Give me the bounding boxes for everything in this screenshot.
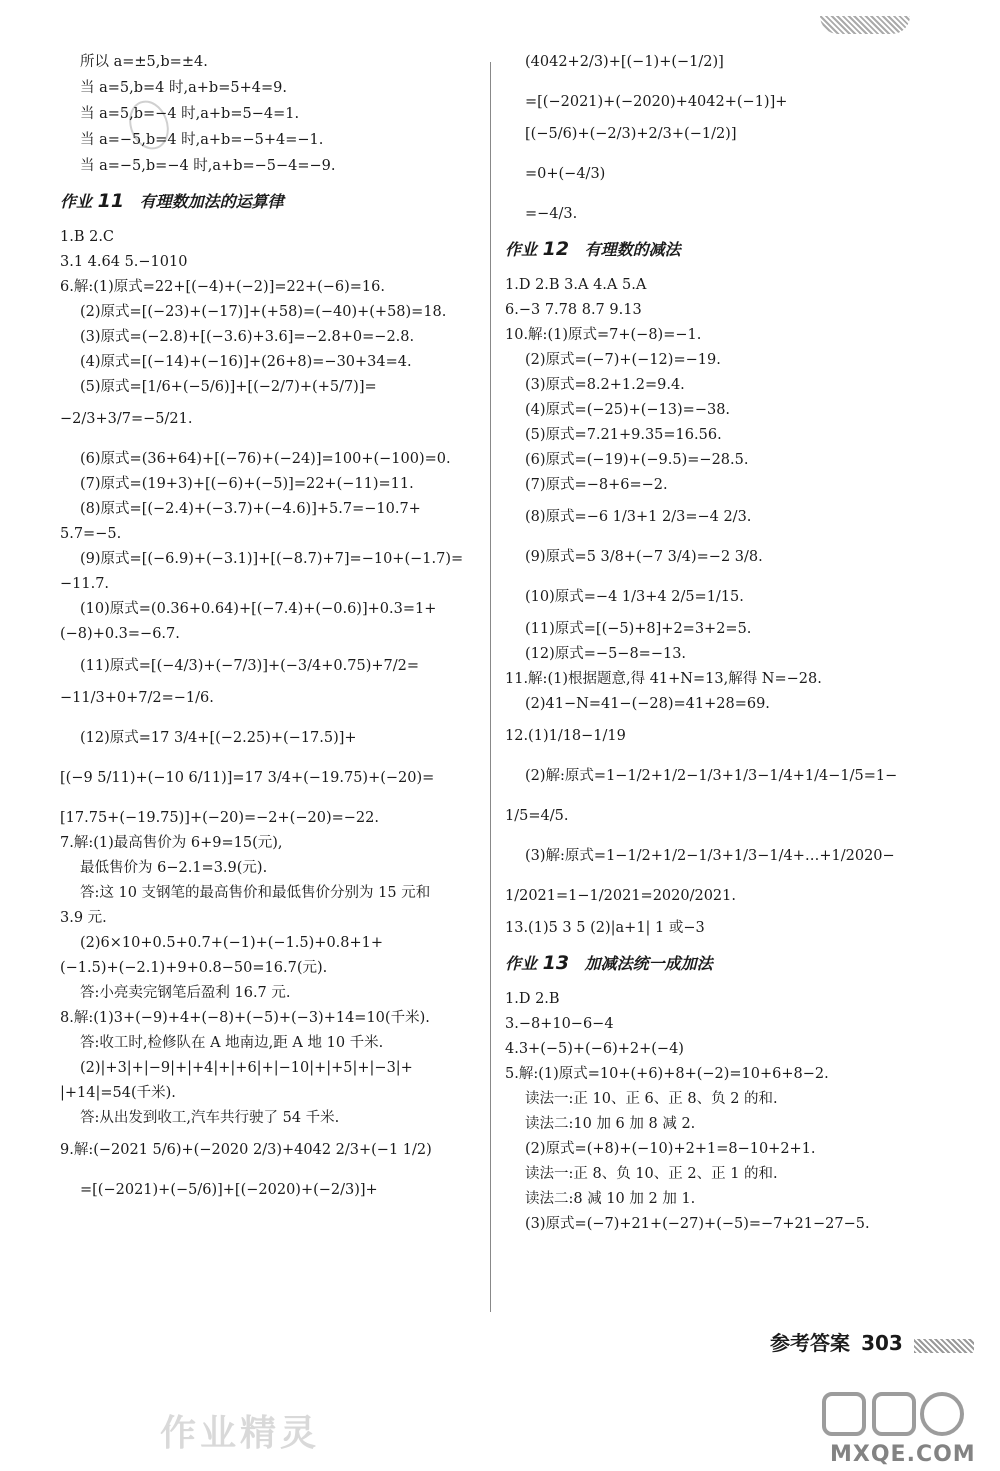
answer-line: [(−9 5/11)+(−10 6/11)]=17 3/4+(−19.75)+(−20)= <box>60 770 435 786</box>
section-title: 有理数加法的运算律 <box>139 192 284 211</box>
answer-line: (7)原式=(19+3)+[(−6)+(−5)]=22+(−11)=11. <box>80 476 414 492</box>
answer-line: (11)原式=[(−5)+8]+2=3+2=5. <box>525 621 752 637</box>
answer-line: (12)原式=17 3/4+[(−2.25)+(−17.5)]+ <box>80 730 357 746</box>
section-number: 13 <box>542 952 570 974</box>
left-column <box>60 52 475 1205</box>
answer-line: 12.(1)1/18−1/19 <box>505 728 626 744</box>
answer-line: (9)原式=5 3/8+(−7 3/4)=−2 3/8. <box>525 549 763 565</box>
section-11-heading <box>60 190 475 213</box>
answer-line: 13.(1)5 3 5 (2)|a+1| 1 或−3 <box>505 920 705 936</box>
answer-line: =0+(−4/3) <box>525 166 606 182</box>
intro-block <box>60 52 475 176</box>
answer-line: 1.B 2.C <box>60 229 115 245</box>
answer-line: (4042+2/3)+[(−1)+(−1/2)] <box>525 54 724 70</box>
answer-line: (6)原式=(−19)+(−9.5)=−28.5. <box>525 452 749 468</box>
page-footer <box>770 1327 974 1356</box>
answer-line: 8.解:(1)3+(−9)+4+(−8)+(−5)+(−3)+14=10(千米). <box>60 1010 430 1026</box>
answer-line: 答:收工时,检修队在 A 地南边,距 A 地 10 千米. <box>80 1035 384 1051</box>
answer-line: 答:这 10 支钢笔的最高售价和最低售价分别为 15 元和 <box>80 885 431 901</box>
answer-line: (−1.5)+(−2.1)+9+0.8−50=16.7(元). <box>60 960 328 976</box>
answer-line: (2)解:原式=1−1/2+1/2−1/3+1/3−1/4+1/4−1/5=1− <box>525 768 898 784</box>
answer-line: 读法二:8 减 10 加 2 加 1. <box>525 1191 696 1207</box>
logo-watermark-text: MXQE.COM <box>830 1442 976 1467</box>
answer-line: 3.−8+10−6−4 <box>505 1016 614 1032</box>
answer-line: 5.解:(1)原式=10+(+6)+8+(−2)=10+6+8−2. <box>505 1066 829 1082</box>
answer-line: (3)解:原式=1−1/2+1/2−1/3+1/3−1/4+…+1/2020− <box>525 848 895 864</box>
answer-line: 11.解:(1)根据题意,得 41+N=13,解得 N=−28. <box>505 671 822 687</box>
answer-line: 9.解:(−2021 5/6)+(−2020 2/3)+4042 2/3+(−1 1/2) <box>60 1142 432 1158</box>
answer-line: [17.75+(−19.75)]+(−20)=−2+(−20)=−22. <box>60 810 379 826</box>
answer-line: =[(−2021)+(−2020)+4042+(−1)]+ <box>525 94 788 110</box>
intro-line: 当 a=−5,b=−4 时,a+b=−5−4=−9. <box>80 158 336 174</box>
answer-line: 最低售价为 6−2.1=3.9(元). <box>80 860 268 876</box>
answer-line: 3.1 4.64 5.−1010 <box>60 254 188 270</box>
footer-label: 参考答案 <box>770 1331 850 1355</box>
section-number: 12 <box>542 238 570 260</box>
answer-line: 6.解:(1)原式=22+[(−4)+(−2)]=22+(−6)=16. <box>60 279 385 295</box>
answer-line: (5)原式=[1/6+(−5/6)]+[(−2/7)+(+5/7)]= <box>80 379 377 395</box>
answer-line: (2)41−N=41−(−28)=41+28=69. <box>525 696 770 712</box>
answer-line: (−8)+0.3=−6.7. <box>60 626 180 642</box>
answer-line: (9)原式=[(−6.9)+(−3.1)]+[(−8.7)+7]=−10+(−1.7)= <box>80 551 464 567</box>
answer-line: =−4/3. <box>525 206 578 222</box>
answer-line: 1/5=4/5. <box>505 808 569 824</box>
page-number: 303 <box>861 1331 903 1355</box>
answer-line: −2/3+3/7=−5/21. <box>60 411 193 427</box>
right-column <box>505 52 945 1239</box>
answer-line: 1.D 2.B 3.A 4.A 5.A <box>505 277 647 293</box>
corner-decoration <box>820 16 910 34</box>
answer-line: 10.解:(1)原式=7+(−8)=−1. <box>505 327 702 343</box>
intro-line: 当 a=5,b=4 时,a+b=5+4=9. <box>80 80 287 96</box>
section-label: 作业 <box>505 240 538 259</box>
section-12-heading <box>505 238 945 261</box>
answer-line: 答:从出发到收工,汽车共行驶了 54 千米. <box>80 1110 340 1126</box>
answer-line: (4)原式=[(−14)+(−16)]+(26+8)=−30+34=4. <box>80 354 412 370</box>
answer-line: (10)原式=−4 1/3+4 2/5=1/15. <box>525 589 744 605</box>
answer-line: (6)原式=(36+64)+[(−76)+(−24)]=100+(−100)=0. <box>80 451 451 467</box>
answer-line: (2)6×10+0.5+0.7+(−1)+(−1.5)+0.8+1+ <box>80 935 384 951</box>
section-11-body <box>60 227 475 1200</box>
section-13-heading <box>505 952 945 975</box>
answer-line: 读法一:正 10、正 6、正 8、负 2 的和. <box>525 1091 778 1107</box>
answer-line: (2)原式=[(−23)+(−17)]+(+58)=(−40)+(+58)=18. <box>80 304 447 320</box>
section-title: 加减法统一成加法 <box>584 954 713 973</box>
answer-line: (3)原式=8.2+1.2=9.4. <box>525 377 685 393</box>
answer-line: 6.−3 7.78 8.7 9.13 <box>505 302 642 318</box>
section-13-body <box>505 989 945 1234</box>
answer-line: 1.D 2.B <box>505 991 560 1007</box>
section-12-body <box>505 275 945 938</box>
intro-line: 当 a=−5,b=4 时,a+b=−5+4=−1. <box>80 132 324 148</box>
section-label: 作业 <box>60 192 93 211</box>
answer-line: (11)原式=[(−4/3)+(−7/3)]+(−3/4+0.75)+7/2= <box>80 658 419 674</box>
answer-line: 7.解:(1)最高售价为 6+9=15(元), <box>60 835 283 851</box>
answer-line: |+14|=54(千米). <box>60 1085 176 1101</box>
answer-line: (5)原式=7.21+9.35=16.56. <box>525 427 722 443</box>
section-number: 11 <box>97 190 125 212</box>
answer-line: [(−5/6)+(−2/3)+2/3+(−1/2)] <box>525 126 737 142</box>
column-divider <box>490 62 491 1312</box>
section-title: 有理数的减法 <box>584 240 681 259</box>
intro-line: 所以 a=±5,b=±4. <box>80 54 208 70</box>
answer-line: =[(−2021)+(−5/6)]+[(−2020)+(−2/3)]+ <box>80 1182 378 1198</box>
answer-line: (4)原式=(−25)+(−13)=−38. <box>525 402 731 418</box>
answer-line: 1/2021=1−1/2021=2020/2021. <box>505 888 736 904</box>
answer-line: 读法一:正 8、负 10、正 2、正 1 的和. <box>525 1166 778 1182</box>
footer-hatch-decoration <box>914 1339 974 1353</box>
answer-line: (8)原式=[(−2.4)+(−3.7)+(−4.6)]+5.7=−10.7+ <box>80 501 421 517</box>
answer-line: (8)原式=−6 1/3+1 2/3=−4 2/3. <box>525 509 752 525</box>
answer-line: −11.7. <box>60 576 110 592</box>
answer-line: (7)原式=−8+6=−2. <box>525 477 668 493</box>
answer-line: 4.3+(−5)+(−6)+2+(−4) <box>505 1041 684 1057</box>
answer-line: (2)|+3|+|−9|+|+4|+|+6|+|−10|+|+5|+|−3|+ <box>80 1060 413 1076</box>
answer-line: (2)原式=(+8)+(−10)+2+1=8−10+2+1. <box>525 1141 816 1157</box>
answer-line: (3)原式=(−2.8)+[(−3.6)+3.6]=−2.8+0=−2.8. <box>80 329 415 345</box>
bottom-watermark: 作业精灵 <box>160 1413 321 1454</box>
answer-line: 3.9 元. <box>60 910 107 926</box>
answer-line: (10)原式=(0.36+0.64)+[(−7.4)+(−0.6)]+0.3=1+ <box>80 601 437 617</box>
answer-line: 答:小亮卖完钢笔后盈利 16.7 元. <box>80 985 291 1001</box>
answer-line: (3)原式=(−7)+21+(−27)+(−5)=−7+21−27−5. <box>525 1216 870 1232</box>
answer-line: 读法二:10 加 6 加 8 减 2. <box>525 1116 696 1132</box>
answer-line: 5.7=−5. <box>60 526 122 542</box>
answer-line: (12)原式=−5−8=−13. <box>525 646 687 662</box>
intro-line: 当 a=5,b=−4 时,a+b=5−4=1. <box>80 106 300 122</box>
section-label: 作业 <box>505 954 538 973</box>
answer-line: (2)原式=(−7)+(−12)=−19. <box>525 352 721 368</box>
continuation-block <box>505 52 945 224</box>
answer-line: −11/3+0+7/2=−1/6. <box>60 690 214 706</box>
